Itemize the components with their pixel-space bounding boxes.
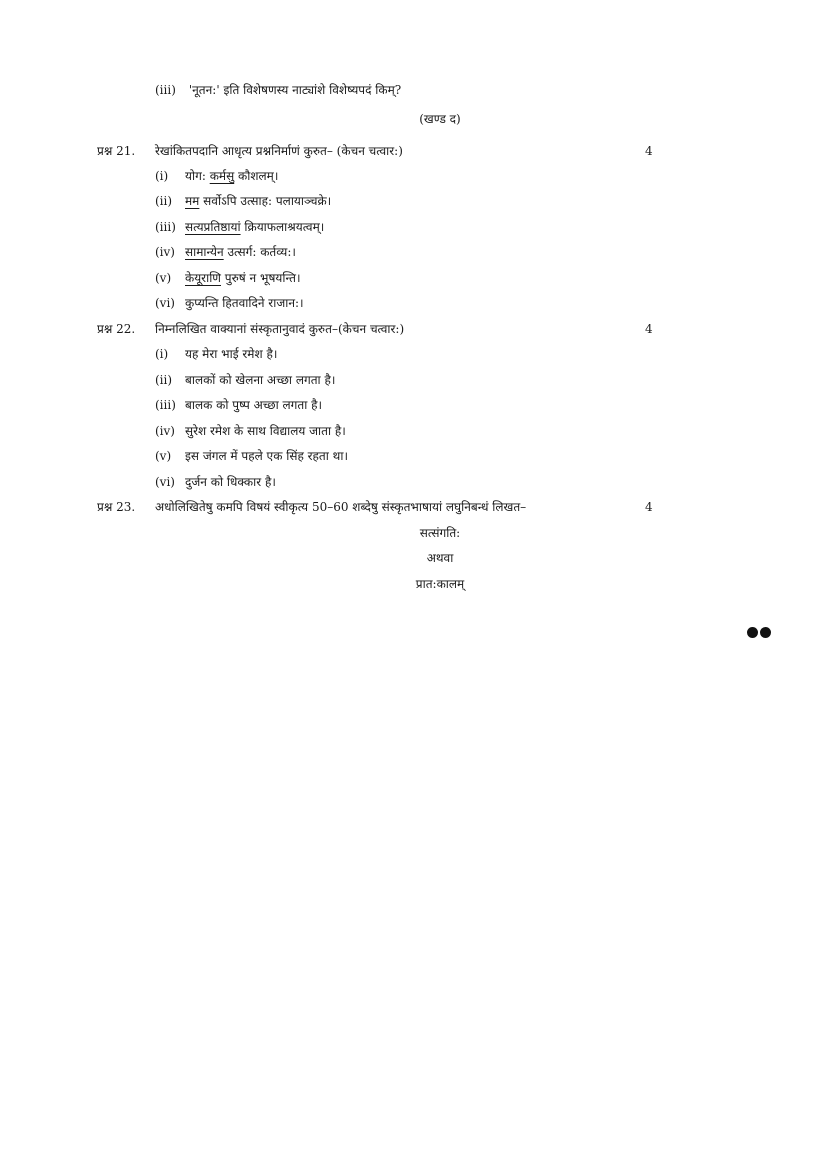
item-text: यह मेरा भाई रमेश है। xyxy=(185,347,278,361)
essay-topic: सत्संगति: xyxy=(419,526,461,540)
item-marker: (iii) xyxy=(155,220,176,234)
item-text: सुरेश रमेश के साथ विद्यालय जाता है। xyxy=(185,424,346,438)
item-marker: (v) xyxy=(155,449,172,463)
item-text-pre: योग: xyxy=(185,169,210,183)
item-marker: (ii) xyxy=(155,373,173,387)
question-text: रेखांकितपदानि आधृत्य प्रश्ननिर्माणं कुरुत– (केचन चत्वार:) xyxy=(155,144,403,158)
item-marker: (iv) xyxy=(155,424,175,438)
item-marker: (vi) xyxy=(155,475,175,489)
item-text-post: सर्वोऽपि उत्साह: पलायाञ्चक्रे। xyxy=(199,194,332,208)
question-item xyxy=(155,372,335,388)
item-text-post: क्रियाफलाश्रयत्वम्। xyxy=(240,220,325,234)
item-text: इस जंगल में पहले एक सिंह रहता था। xyxy=(185,449,348,463)
underlined-word: केयूराणि xyxy=(185,271,221,285)
item-text-pre: कुप्यन्ति हितवादिने राजान:। xyxy=(185,296,304,310)
item-text-post: उत्सर्ग: कर्तव्य:। xyxy=(223,245,296,259)
question-item xyxy=(155,423,346,439)
dot-icon xyxy=(760,627,771,638)
item-marker: (iii) xyxy=(155,398,176,412)
item-text: दुर्जन को धिक्कार है। xyxy=(185,475,276,489)
underlined-word: कर्मसु xyxy=(209,169,235,183)
question-marks: 4 xyxy=(645,500,653,514)
end-dots-icon xyxy=(747,627,773,639)
item-marker: (i) xyxy=(155,347,169,361)
question-item xyxy=(155,82,401,98)
item-marker: (ii) xyxy=(155,194,173,208)
section-title: (खण्ड द) xyxy=(419,112,461,126)
question-item xyxy=(155,474,276,490)
question-item xyxy=(155,346,277,362)
question-item xyxy=(155,397,322,413)
item-text-post: पुरुषं न भूषयन्ति। xyxy=(220,271,301,285)
question-item xyxy=(155,219,324,235)
question-item xyxy=(155,448,348,464)
underlined-word: मम xyxy=(185,194,200,208)
dot-icon xyxy=(747,627,758,638)
question-marks: 4 xyxy=(645,322,653,336)
question-text: अधोलिखितेषु कमपि विषयं स्वीकृत्य 50–60 शब्देषु संस्कृतभाषायां लघुनिबन्धं लिखत– xyxy=(155,500,527,514)
question-item xyxy=(155,295,304,311)
question-number: प्रश्न 23. xyxy=(97,500,136,514)
essay-topic: प्रात:कालम् xyxy=(415,577,465,591)
item-marker: (iii) xyxy=(155,83,176,97)
question-text: निम्नलिखित वाक्यानां संस्कृतानुवादं कुरुत–(केचन चत्वार:) xyxy=(155,322,405,336)
item-marker: (i) xyxy=(155,169,169,183)
item-text-post: कौशलम्। xyxy=(234,169,279,183)
question-number: प्रश्न 21. xyxy=(97,144,136,158)
underlined-word: सामान्येन xyxy=(185,245,224,259)
question-item xyxy=(155,270,301,286)
question-item xyxy=(155,193,331,209)
question-number: प्रश्न 22. xyxy=(97,322,136,336)
item-text: 'नूतन:' इति विशेषणस्य नाट्यांशे विशेष्यपदं किम्? xyxy=(188,83,402,97)
item-marker: (vi) xyxy=(155,296,175,310)
or-separator: अथवा xyxy=(426,551,454,565)
item-marker: (iv) xyxy=(155,245,175,259)
question-item xyxy=(155,168,278,184)
underlined-word: सत्यप्रतिष्ठायां xyxy=(185,220,241,234)
question-marks: 4 xyxy=(645,144,653,158)
item-marker: (v) xyxy=(155,271,172,285)
item-text: बालकों को खेलना अच्छा लगता है। xyxy=(185,373,336,387)
item-text: बालक को पुष्प अच्छा लगता है। xyxy=(185,398,323,412)
question-item xyxy=(155,244,296,260)
